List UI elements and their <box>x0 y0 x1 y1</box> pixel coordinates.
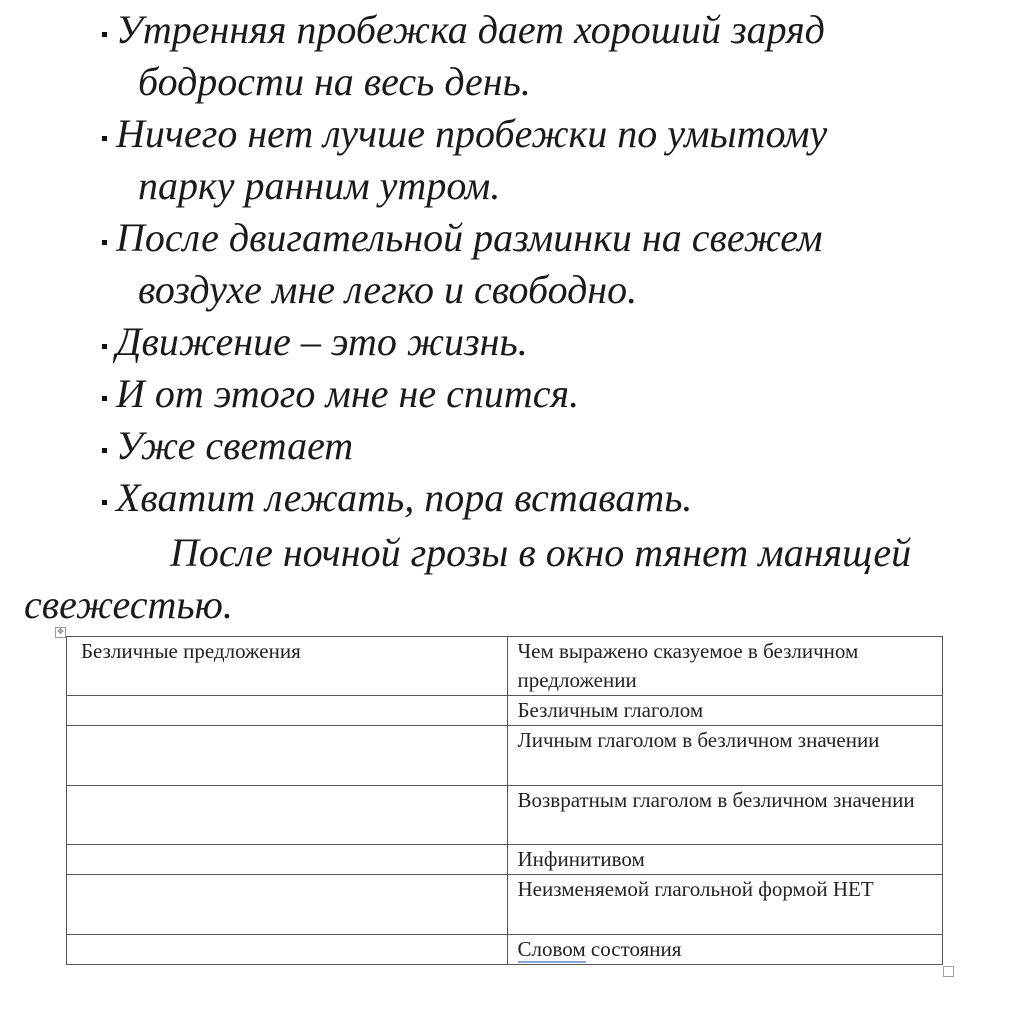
table-row <box>67 875 943 935</box>
square-bullet-icon <box>102 32 107 37</box>
list-item-line: Утренняя пробежка дает хороший заряд <box>116 7 825 52</box>
table-cell[interactable]: Инфинитивом <box>507 845 943 875</box>
list-item-line: воздухе мне легко и свободно. <box>138 267 638 312</box>
table-header-cell[interactable]: Безличные предложения <box>67 637 508 696</box>
predicate-table-container <box>57 627 943 965</box>
list-item-line: парку ранним утром. <box>138 163 501 208</box>
square-bullet-icon <box>102 240 107 245</box>
list-item-line: После двигательной разминки на свежем <box>116 215 823 260</box>
list-item[interactable] <box>100 212 1000 316</box>
list-item[interactable] <box>100 420 1000 472</box>
table-header-cell[interactable]: Чем выражено сказуемое в безличном предложении <box>507 637 943 696</box>
table-row <box>67 845 943 875</box>
list-item-line: Уже светает <box>116 423 354 468</box>
table-cell[interactable] <box>67 726 508 786</box>
list-item[interactable] <box>100 4 1000 108</box>
table-cell[interactable] <box>67 696 508 726</box>
table-row <box>67 696 943 726</box>
list-item-line: Движение – это жизнь. <box>116 319 528 364</box>
square-bullet-icon <box>102 448 107 453</box>
table-cell[interactable] <box>67 935 508 965</box>
list-item-line: бодрости на весь день. <box>138 59 531 104</box>
list-item[interactable] <box>100 316 1000 368</box>
table-row <box>67 935 943 965</box>
table-cell[interactable]: Личным глаголом в безличном значении <box>507 726 943 786</box>
example-sentences-list <box>100 4 1000 524</box>
square-bullet-icon <box>102 500 107 505</box>
spellcheck-underlined-word: Словом <box>517 937 586 961</box>
predicate-table <box>66 636 943 965</box>
table-cell[interactable] <box>67 786 508 845</box>
table-cell[interactable] <box>67 845 508 875</box>
list-item[interactable] <box>100 108 1000 212</box>
table-resize-handle[interactable] <box>943 966 954 977</box>
list-item[interactable] <box>100 472 1000 524</box>
square-bullet-icon <box>102 344 107 349</box>
square-bullet-icon <box>102 136 107 141</box>
square-bullet-icon <box>102 396 107 401</box>
table-cell[interactable] <box>507 935 943 965</box>
table-row <box>67 726 943 786</box>
table-cell[interactable]: Безличным глаголом <box>507 696 943 726</box>
list-item[interactable] <box>100 368 1000 420</box>
table-cell[interactable] <box>67 875 508 935</box>
list-item-line: Хватит лежать, пора вставать. <box>116 475 693 520</box>
table-row <box>67 786 943 845</box>
table-cell[interactable]: Неизменяемой глагольной формой НЕТ <box>507 875 943 935</box>
table-cell-text: состояния <box>585 937 682 961</box>
move-handle-icon[interactable]: ✥ <box>55 627 66 638</box>
body-paragraph[interactable]: После ночной грозы в окно тянет манящей свежестью. <box>24 530 912 627</box>
table-header-row <box>67 637 943 696</box>
table-cell[interactable]: Возвратным глаголом в безличном значении <box>507 786 943 845</box>
list-item-line: И от этого мне не спится. <box>116 371 580 416</box>
list-item-line: Ничего нет лучше пробежки по умытому <box>116 111 828 156</box>
